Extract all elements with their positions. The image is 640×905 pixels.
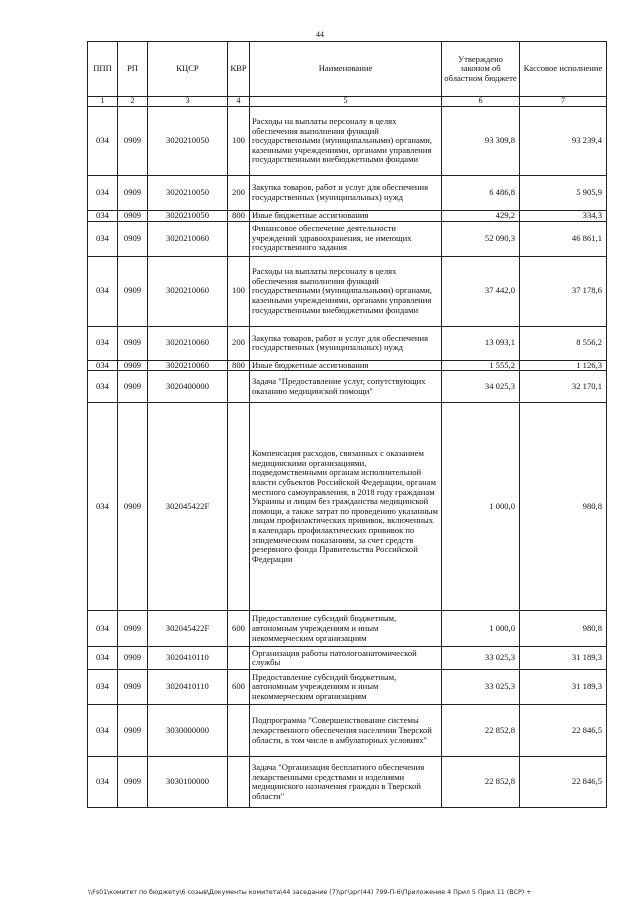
- header-approved: Утверждено законом об областном бюджете: [442, 42, 520, 97]
- cell-approved: 429,2: [442, 211, 520, 222]
- cell-approved: 1 000,0: [442, 403, 520, 611]
- cell-rp: 0909: [118, 211, 148, 222]
- cell-kcsr: 3020210060: [148, 221, 228, 256]
- header-rp: РП: [118, 42, 148, 97]
- cell-kcsr: 3020210050: [148, 176, 228, 211]
- cell-rp: 0909: [118, 107, 148, 176]
- cell-executed: 37 178,6: [520, 256, 607, 326]
- table-row: [88, 360, 607, 371]
- table-row: [88, 326, 607, 360]
- cell-kcsr: 3020210060: [148, 256, 228, 326]
- cell-kvr: [228, 757, 250, 808]
- cell-executed: 22 846,5: [520, 757, 607, 808]
- cell-name: Иные бюджетные ассигнования: [250, 211, 442, 222]
- cell-name: Закупка товаров, работ и услуг для обеспечения государственных (муниципальных) нужд: [250, 176, 442, 211]
- cell-approved: 93 309,8: [442, 107, 520, 176]
- table-row: [88, 670, 607, 705]
- cell-ppp: 034: [88, 360, 118, 371]
- index-cell: 1: [88, 97, 118, 107]
- cell-kvr: [228, 221, 250, 256]
- cell-executed: 1 126,3: [520, 360, 607, 371]
- cell-rp: 0909: [118, 360, 148, 371]
- cell-kvr: 600: [228, 670, 250, 705]
- cell-kvr: 800: [228, 211, 250, 222]
- cell-rp: 0909: [118, 647, 148, 670]
- cell-approved: 13 093,1: [442, 326, 520, 360]
- cell-kvr: 200: [228, 326, 250, 360]
- table-row: [88, 647, 607, 670]
- cell-ppp: 034: [88, 176, 118, 211]
- table-row: [88, 211, 607, 222]
- cell-kcsr: 3030000000: [148, 705, 228, 757]
- cell-kcsr: 3020410110: [148, 647, 228, 670]
- cell-approved: 22 852,8: [442, 705, 520, 757]
- table-row: [88, 403, 607, 611]
- table-row: [88, 371, 607, 403]
- cell-ppp: 034: [88, 705, 118, 757]
- header-name: Наименование: [250, 42, 442, 97]
- cell-approved: 33 025,3: [442, 670, 520, 705]
- index-cell: 7: [520, 97, 607, 107]
- cell-approved: 52 090,3: [442, 221, 520, 256]
- table-row: [88, 107, 607, 176]
- cell-approved: 1 000,0: [442, 611, 520, 647]
- table-row: [88, 176, 607, 211]
- cell-name: Предоставление субсидий бюджетным, автономным учреждениям и иным некоммерческим организациям: [250, 670, 442, 705]
- cell-ppp: 034: [88, 403, 118, 611]
- cell-name: Финансовое обеспечение деятельности учреждений здравоохранения, не имеющих государственного задания: [250, 221, 442, 256]
- cell-ppp: 034: [88, 371, 118, 403]
- cell-rp: 0909: [118, 176, 148, 211]
- cell-ppp: 034: [88, 211, 118, 222]
- cell-rp: 0909: [118, 705, 148, 757]
- cell-kcsr: 3020210060: [148, 326, 228, 360]
- cell-name: Расходы на выплаты персоналу в целях обеспечения выполнения функций государственными (муниципальными) органами, казенными учреждениями, органами управления государственными внебюджетными фондами: [250, 107, 442, 176]
- cell-rp: 0909: [118, 221, 148, 256]
- cell-kvr: 100: [228, 107, 250, 176]
- cell-rp: 0909: [118, 256, 148, 326]
- cell-rp: 0909: [118, 371, 148, 403]
- cell-ppp: 034: [88, 326, 118, 360]
- page-number: 44: [316, 30, 324, 39]
- cell-kcsr: 302045422F: [148, 403, 228, 611]
- cell-kcsr: 3020210050: [148, 107, 228, 176]
- cell-ppp: 034: [88, 757, 118, 808]
- index-cell: 2: [118, 97, 148, 107]
- cell-name: Иные бюджетные ассигнования: [250, 360, 442, 371]
- cell-executed: 980,8: [520, 403, 607, 611]
- header-kcsr: КЦСР: [148, 42, 228, 97]
- cell-executed: 31 189,3: [520, 647, 607, 670]
- cell-name: Закупка товаров, работ и услуг для обеспечения государственных (муниципальных) нужд: [250, 326, 442, 360]
- cell-kvr: [228, 403, 250, 611]
- index-cell: 4: [228, 97, 250, 107]
- cell-kvr: [228, 371, 250, 403]
- cell-ppp: 034: [88, 670, 118, 705]
- header-ppp: ППП: [88, 42, 118, 97]
- cell-executed: 32 170,1: [520, 371, 607, 403]
- cell-kcsr: 302045422F: [148, 611, 228, 647]
- cell-ppp: 034: [88, 611, 118, 647]
- cell-executed: 980,8: [520, 611, 607, 647]
- cell-approved: 37 442,0: [442, 256, 520, 326]
- cell-approved: 34 025,3: [442, 371, 520, 403]
- cell-executed: 8 556,2: [520, 326, 607, 360]
- cell-name: Компенсация расходов, связанных с оказанием медицинскими организациями, подведомственными органам исполнительной власти субъектов Российской Федерации, органам местного самоуправления, в 2018 году гражданам Украины и лицам без гражданства медицинской помощи, а также затрат по проведению указанным лицам профилактических прививок, включенных в календарь профилактических прививок по эпидемическим показаниям, за счет средств резервного фонда Правительства Российской Федерации: [250, 403, 442, 611]
- cell-executed: 46 861,1: [520, 221, 607, 256]
- column-index-row: [88, 97, 607, 107]
- cell-name: Организация работы патологоанатомической службы: [250, 647, 442, 670]
- cell-rp: 0909: [118, 326, 148, 360]
- cell-approved: 6 486,8: [442, 176, 520, 211]
- file-path-footer: \\Fs01\комитет по бюджету\6 созыв\Документы комитета\44 заседание (7)\рг\зрг(44) 799-П-6\Приложение 4 Прил 5 Прил 11 (ВСР) +: [88, 889, 532, 896]
- index-cell: 6: [442, 97, 520, 107]
- index-cell: 3: [148, 97, 228, 107]
- table-row: [88, 705, 607, 757]
- cell-executed: 5 905,9: [520, 176, 607, 211]
- cell-kcsr: 3030100000: [148, 757, 228, 808]
- cell-rp: 0909: [118, 670, 148, 705]
- cell-executed: 31 189,3: [520, 670, 607, 705]
- cell-kcsr: 3020410110: [148, 670, 228, 705]
- index-cell: 5: [250, 97, 442, 107]
- cell-rp: 0909: [118, 757, 148, 808]
- cell-name: Задача "Организация бесплатного обеспечения лекарственными средствами и изделиями медицинского назначения граждан в Тверской области": [250, 757, 442, 808]
- cell-name: Задача "Предоставление услуг, сопутствующих оказанию медицинской помощи": [250, 371, 442, 403]
- table-row: [88, 256, 607, 326]
- cell-ppp: 034: [88, 221, 118, 256]
- cell-kvr: [228, 705, 250, 757]
- table-row: [88, 221, 607, 256]
- cell-ppp: 034: [88, 256, 118, 326]
- cell-executed: 22 846,5: [520, 705, 607, 757]
- cell-name: Предоставление субсидий бюджетным, автономным учреждениям и иным некоммерческим организациям: [250, 611, 442, 647]
- table-row: [88, 757, 607, 808]
- cell-kcsr: 3020210060: [148, 360, 228, 371]
- cell-kcsr: 3020400000: [148, 371, 228, 403]
- cell-ppp: 034: [88, 107, 118, 176]
- cell-kvr: 100: [228, 256, 250, 326]
- cell-kcsr: 3020210050: [148, 211, 228, 222]
- budget-table: [87, 41, 607, 808]
- cell-executed: 93 239,4: [520, 107, 607, 176]
- cell-kvr: [228, 647, 250, 670]
- header-executed: Кассовое исполнение: [520, 42, 607, 97]
- header-kvr: КВР: [228, 42, 250, 97]
- table-header-row: [88, 42, 607, 97]
- cell-approved: 22 852,8: [442, 757, 520, 808]
- cell-name: Подпрограмма "Совершенствование системы лекарственного обеспечения населения Тверской области, в том числе в амбулаторных условиях": [250, 705, 442, 757]
- cell-name: Расходы на выплаты персоналу в целях обеспечения выполнения функций государственными (муниципальными) органами, казенными учреждениями, органами управления государственными внебюджетными фондами: [250, 256, 442, 326]
- cell-rp: 0909: [118, 611, 148, 647]
- table-row: [88, 611, 607, 647]
- cell-executed: 334,3: [520, 211, 607, 222]
- cell-rp: 0909: [118, 403, 148, 611]
- cell-approved: 1 555,2: [442, 360, 520, 371]
- cell-ppp: 034: [88, 647, 118, 670]
- cell-kvr: 200: [228, 176, 250, 211]
- cell-kvr: 800: [228, 360, 250, 371]
- cell-kvr: 600: [228, 611, 250, 647]
- cell-approved: 33 025,3: [442, 647, 520, 670]
